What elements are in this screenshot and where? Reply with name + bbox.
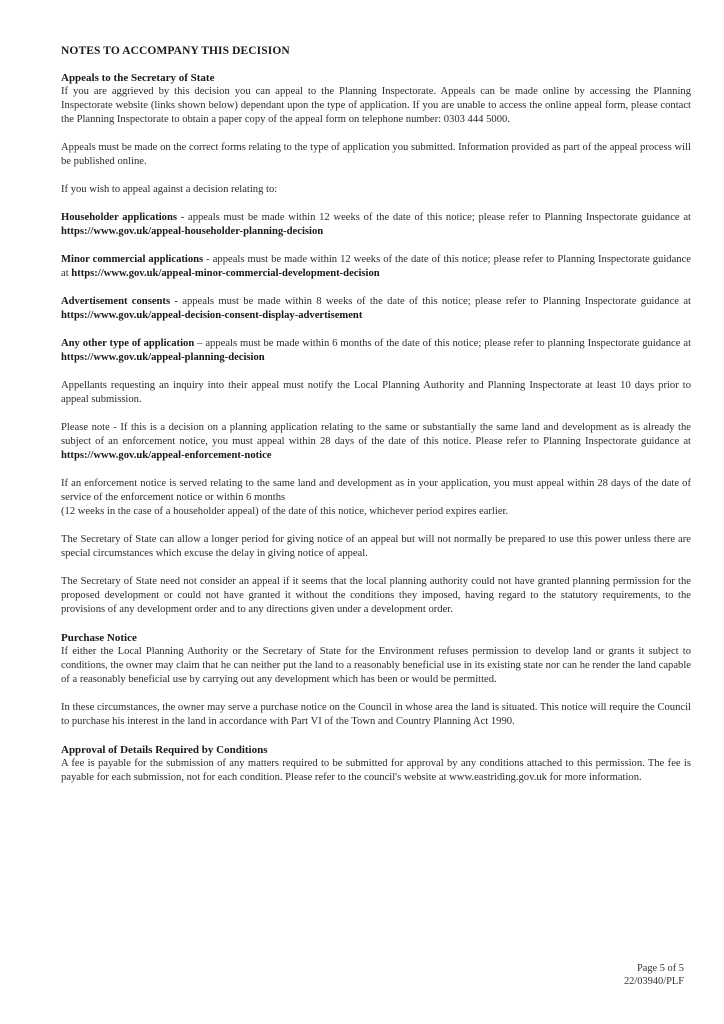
purchase-notice-section [61, 631, 691, 729]
page-footer [624, 962, 684, 988]
appeals-intro-paragraph: If you are aggrieved by this decision you can appeal to the Planning Inspectorate. Appeals can be made online by accessing the Planning Inspectorate website (links shown below) dependant upon the type of application. If you are unable to access the online appeal form, please contact the Planning Inspectorate to obtain a paper copy of the appeal form on telephone number: 0303 444 5000. [61, 86, 691, 125]
document-page [61, 44, 691, 799]
enforcement-guidance-link[interactable]: https://www.gov.uk/appeal-enforcement-notice [61, 450, 272, 461]
guidance-link[interactable]: https://www.gov.uk/appeal-householder-planning-decision [61, 226, 324, 237]
appeals-forms-paragraph: Appeals must be made on the correct forms relating to the type of application you submitted. Information provided as part of the appeal process will be published online. [61, 142, 691, 167]
approval-details-heading: Approval of Details Required by Conditions [61, 744, 268, 756]
guidance-link[interactable]: https://www.gov.uk/appeal-minor-commercial-development-decision [71, 268, 380, 279]
appeal-type-label: Minor commercial applications [61, 254, 204, 265]
approval-details-section [61, 743, 691, 785]
longer-period-paragraph: The Secretary of State can allow a longer period for giving notice of an appeal but will not normally be prepared to use this power unless there are special circumstances which excuse the delay in giving notice of appeal. [61, 534, 691, 559]
appeal-type-other [61, 337, 691, 365]
inquiry-paragraph: Appellants requesting an inquiry into their appeal must notify the Local Planning Authority and Planning Inspectorate at least 10 days prior to appeal submission. [61, 380, 691, 405]
need-not-consider-paragraph: The Secretary of State need not consider an appeal if it seems that the local planning authority could not have granted planning permission for the proposed development or could not have granted it without the conditions they imposed, having regard to the statutory requirements, to the provisions of any development order and to any directions given under a development order. [61, 576, 691, 615]
approval-details-paragraph: A fee is payable for the submission of any matters required to be submitted for approval by any conditions attached to this permission. The fee is payable for each submission, not for each condition. Please refer to the council's website at www.eastriding.gov.uk for more information. [61, 758, 691, 783]
appeal-type-label: Advertisement consents [61, 296, 171, 307]
appeal-type-householder [61, 211, 691, 239]
enforcement-note-paragraph [61, 421, 691, 463]
purchase-notice-paragraph-1: If either the Local Planning Authority or the Secretary of State for the Environment refuses permission to develop land or grants it subject to conditions, the owner may claim that he can neither put the land to a reasonably beneficial use in its existing state nor can he render the land capable of a reasonably beneficial use by carrying out any development which has been or would be permitted. [61, 646, 691, 685]
appeal-type-minor-commercial [61, 253, 691, 281]
appeal-type-advertisement [61, 295, 691, 323]
enforcement-note-text: Please note - If this is a decision on a planning application relating to the same or substantially the same land and development as is already the subject of an enforcement notice, you must appeal within 28 days of the date of this notice. Please refer to Planning Inspectorate guidance at [61, 422, 691, 447]
enforcement-served-paragraph [61, 477, 691, 519]
appeal-type-text: - appeals must be made within 12 weeks of the date of this notice; please refer to Planning Inspectorate guidance at [176, 212, 691, 223]
appeal-type-label: Any other type of application [61, 338, 195, 349]
guidance-link[interactable]: https://www.gov.uk/appeal-decision-consent-display-advertisement [61, 310, 363, 321]
appeal-type-text: – appeals must be made within 6 months of the date of this notice; please refer to planning Inspectorate guidance at [194, 338, 692, 349]
appeal-type-label: Householder applications [61, 212, 177, 223]
enforcement-served-line2: (12 weeks in the case of a householder appeal) of the date of this notice, whichever period expires earlier. [61, 506, 509, 517]
appeal-type-text: - appeals must be made within 8 weeks of the date of this notice; please refer to Planning Inspectorate guidance at [170, 296, 691, 307]
purchase-notice-heading: Purchase Notice [61, 632, 137, 644]
appeal-type-text: - appeals must be made within 12 weeks of the date of this notice; please refer to Planning Inspectorate guidance at [61, 254, 691, 279]
appeals-section [61, 71, 691, 617]
appeals-wish-paragraph: If you wish to appeal against a decision relating to: [61, 184, 278, 195]
appeals-heading: Appeals to the Secretary of State [61, 72, 215, 84]
application-reference: 22/03940/PLF [623, 976, 684, 987]
guidance-link[interactable]: https://www.gov.uk/appeal-planning-decision [61, 352, 265, 363]
page-title: NOTES TO ACCOMPANY THIS DECISION [61, 45, 290, 57]
enforcement-served-line1: If an enforcement notice is served relating to the same land and development as in your application, you must appeal within 28 days of the date of service of the enforcement notice or within 6 months [61, 478, 691, 503]
purchase-notice-paragraph-2: In these circumstances, the owner may serve a purchase notice on the Council in whose area the land is situated. This notice will require the Council to purchase his interest in the land in accordance with Part VI of the Town and Country Planning Act 1990. [61, 702, 691, 727]
page-number: Page 5 of 5 [636, 963, 684, 974]
